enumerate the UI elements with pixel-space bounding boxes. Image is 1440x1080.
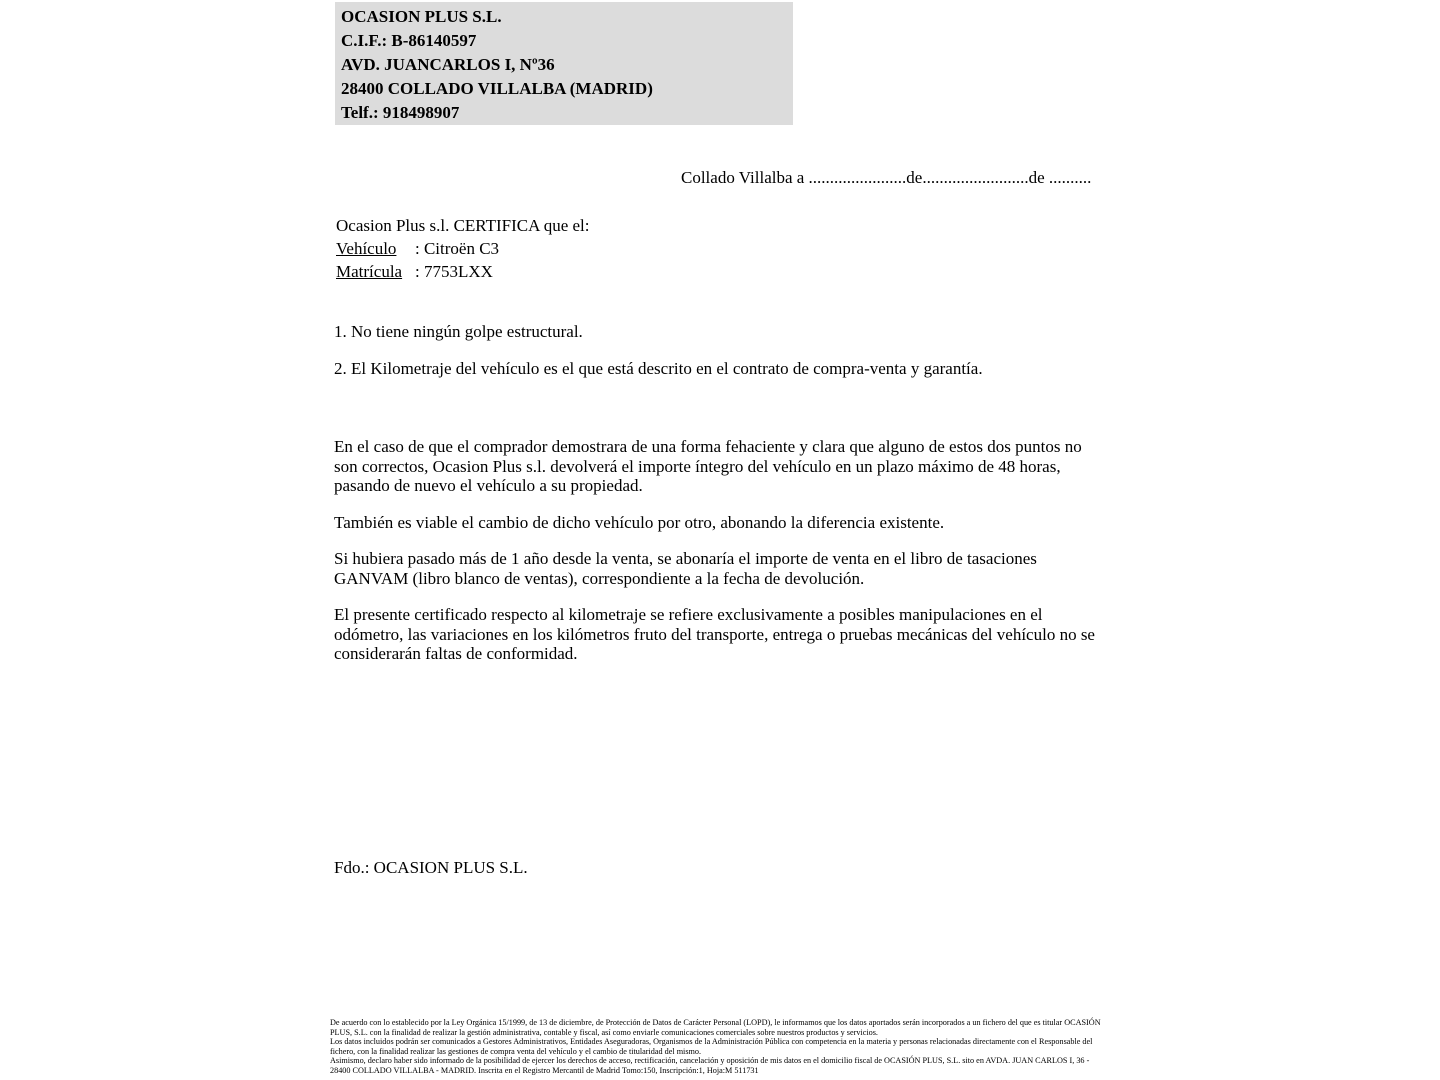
legal-footer [330, 1018, 1102, 1076]
paragraph-odometer: El presente certificado respecto al kilometraje se refiere exclusivamente a posibles manipulaciones en el odómetro, las variaciones en los kilómetros fruto del transporte, entrega o pruebas mecánicas del vehículo no se considerarán faltas de conformidad. [334, 605, 1095, 663]
company-phone: Telf.: 918498907 [341, 103, 460, 122]
plate-value: : 7753LXX [415, 262, 493, 281]
paragraph-exchange: También es viable el cambio de dicho vehículo por otro, abonando la diferencia existente. [334, 512, 945, 532]
vehicle-row [336, 237, 590, 260]
plate-label: Matrícula [336, 262, 403, 281]
company-cif: C.I.F.: B-86140597 [341, 31, 477, 50]
certificate-intro-block [336, 214, 590, 283]
point-1: 1. No tiene ningún golpe estructural. [334, 322, 583, 341]
certifies-line: Ocasion Plus s.l. CERTIFICA que el: [336, 216, 590, 235]
company-header-box [335, 2, 793, 125]
paragraph-ganvam: Si hubiera pasado más de 1 año desde la venta, se abonaría el importe de venta en el libro de tasaciones GANVAM (libro blanco de ventas), correspondiente a la fecha de devolución. [334, 549, 1037, 588]
plate-row [336, 260, 590, 283]
company-address: AVD. JUANCARLOS I, Nº36 [341, 55, 555, 74]
paragraph-refund: En el caso de que el comprador demostrara de una forma fehaciente y clara que alguno de estos dos puntos no son correctos, Ocasion Plus s.l. devolverá el importe íntegro del vehículo en un plazo máximo de 48 horas, pasando de nuevo el vehículo a su propiedad. [334, 437, 1082, 495]
vehicle-label: Vehículo [336, 239, 397, 258]
legal-paragraph-data-sharing: Los datos incluidos podrán ser comunicados a Gestores Administrativos, Entidades Aseguradoras, Organismos de la Administración Pública con competencia en la materia y personas relacionadas directamente con el Responsable del fichero, con la finalidad realizar las gestiones de compra venta del vehículo y el cambio de titularidad del mismo. [330, 1037, 1093, 1056]
company-name: OCASION PLUS S.L. [341, 7, 502, 26]
point-2: 2. El Kilometraje del vehículo es el que está descrito en el contrato de compra-venta y garantía. [334, 359, 983, 378]
legal-paragraph-rights: Asimismo, declaro haber sido informado de la posibilidad de ejercer los derechos de acceso, rectificación, cancelación y oposición de mis datos en el domicilio fiscal de OCASIÓN PLUS, S.L. sito en AVDA. JUAN CARLOS I, 36 - 28400 COLLADO VILLALBA - MADRID. Inscrita en el Registro Mercantil de Madrid Tomo:150, Inscripción:1, Hoja:M 511731 [330, 1056, 1090, 1075]
body-paragraphs [334, 437, 1096, 681]
vehicle-value: : Citroën C3 [415, 239, 500, 258]
company-city: 28400 COLLADO VILLALBA (MADRID) [341, 79, 653, 98]
date-line: Collado Villalba a .......................de.........................de .......... [681, 168, 1092, 187]
signature-line: Fdo.: OCASION PLUS S.L. [334, 858, 528, 877]
legal-paragraph-lopd: De acuerdo con lo establecido por la Ley Orgánica 15/1999, de 13 de diciembre, de Protección de Datos de Carácter Personal (LOPD), le informamos que los datos aportados serán incorporados a un fichero del que es titular OCASIÓN PLUS, S.L. con la finalidad de realizar la gestión administrativa, contable y fiscal, así como enviarle comunicaciones comerciales sobre nuestros productos y servicios. [330, 1018, 1101, 1037]
